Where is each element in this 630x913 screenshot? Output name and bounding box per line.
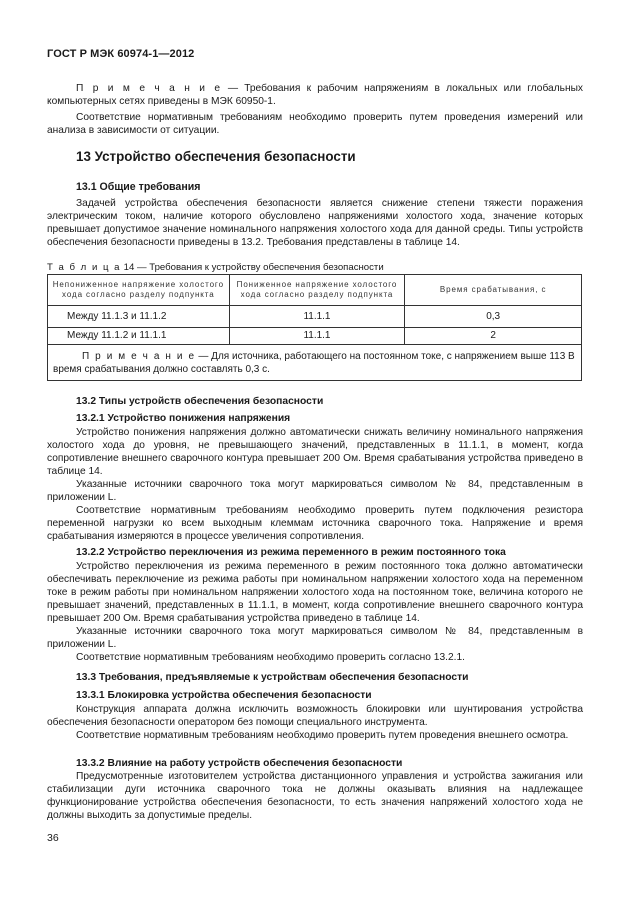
subsection-13-2-2-p1: Устройство переключения из режима переменного в режим постоянного тока должно автоматически обеспечивать переключение из режима работы при номинальном напряжении холостого хода на переменном токе в режим работы при номинальном напряжении холостого хода на постоянном токе, величина которого не превышает значений, представленных в 11.1.1, в момент, когда сопротивление внешнего сварочного контура превышает 200 Ом. Время срабатывания устройства приведено в таблице 14.	[47, 561, 583, 624]
document-header: ГОСТ Р МЭК 60974-1—2012	[47, 48, 195, 60]
table-note	[48, 345, 582, 381]
section-13-title: 13 Устройство обеспечения безопасности	[76, 149, 356, 164]
table-14-caption	[47, 261, 384, 274]
table-cell: 2	[405, 328, 582, 345]
page-number: 36	[47, 832, 59, 844]
table-cell: Между 11.1.2 и 11.1.1	[48, 328, 230, 345]
subsection-13-3-title: 13.3 Требования, предъявляемые к устройствам обеспечения безопасности	[76, 672, 469, 683]
note-computer-networks	[47, 82, 583, 108]
compliance-paragraph: Соответствие нормативным требованиям необходимо проверить путем проведения измерений или анализа в зависимости от ситуации.	[47, 112, 583, 136]
subsection-13-3-1-p2: Соответствие нормативным требованиям необходимо проверить путем проведения внешнего осмотра.	[76, 730, 569, 741]
table-note-text: — Для источника, работающего на постоянном токе, с напряжением выше 113 В время срабатывания должно составлять 0,3 с.	[53, 351, 575, 375]
table-caption-text: 14 — Требования к устройству обеспечения безопасности	[123, 262, 384, 273]
subsection-13-2-1-p2: Указанные источники сварочного тока могут маркироваться символом № 84, представленным в приложении L.	[47, 479, 583, 503]
subsection-13-2-1-title: 13.2.1 Устройство понижения напряжения	[76, 413, 291, 424]
subsection-13-2-1-p1: Устройство понижения напряжения должно автоматически снижать величину номинального напряжения холостого хода до уровня, не превышающего значений, представленных в 11.1.1, в момент, когда сопротивление внешнего сварочного контура превышает 200 Ом. Время срабатывания устройства приведено в таблице 14.	[47, 427, 583, 477]
table-cell: 11.1.1	[229, 306, 405, 328]
note-label: П р и м е ч а н и е	[76, 83, 222, 94]
subsection-13-3-2-p1: Предусмотренные изготовителем устройства дистанционного управления и устройства зажигания или стабилизации дуги источника сварочного тока не должны оказывать влияния на надлежащее функционирование устройства обеспечения безопасности, то есть значения напряжений холостого хода не должны выходить за допустимые пределы.	[47, 771, 583, 821]
subsection-13-2-2-p3: Соответствие нормативным требованиям необходимо проверить согласно 13.2.1.	[76, 652, 465, 663]
table-cell: 11.1.1	[229, 328, 405, 345]
table-14	[47, 274, 582, 381]
subsection-13-2-2-title: 13.2.2 Устройство переключения из режима переменного в режим постоянного тока	[76, 547, 506, 558]
table-cell: 0,3	[405, 306, 582, 328]
subsection-13-1-title: 13.1 Общие требования	[76, 181, 201, 193]
table-cell: Между 11.1.3 и 11.1.2	[48, 306, 230, 328]
table-header-cell: Пониженное напряжение холостого хода согласно разделу подпункта	[229, 275, 405, 306]
table-header-cell: Время срабатывания, с	[405, 275, 582, 306]
subsection-13-1-text: Задачей устройства обеспечения безопасности является снижение степени тяжести поражения электрическим током, наличие которого обусловлено напряжениями холостого хода, значение которых превышает допустимое значение номинального напряжения холостого хода для данной среды. Типы устройств обеспечения безопасности приведены в 13.2. Требования представлены в таблице 14.	[47, 198, 583, 248]
subsection-13-3-2-title: 13.3.2 Влияние на работу устройств обеспечения безопасности	[76, 758, 403, 769]
subsection-13-2-1-p3: Соответствие нормативным требованиям необходимо проверить путем подключения резистора переменной нагрузки ко всем выходным клеммам источника сварочного тока. Напряжение и время срабатывания измеряются в процессе увеличения сопротивления.	[47, 505, 583, 542]
table-row	[48, 328, 582, 345]
subsection-13-3-1-p1: Конструкция аппарата должна исключить возможность блокировки или шунтирования устройства обеспечения безопасности оператором без помощи специального инструмента.	[47, 704, 583, 728]
table-header-cell: Непониженное напряжение холостого хода согласно разделу подпункта	[48, 275, 230, 306]
table-row	[48, 306, 582, 328]
table-note-label: П р и м е ч а н и е	[82, 351, 196, 362]
subsection-13-2-title: 13.2 Типы устройств обеспечения безопасности	[76, 396, 324, 407]
subsection-13-3-1-title: 13.3.1 Блокировка устройства обеспечения безопасности	[76, 690, 372, 701]
table-header-row	[48, 275, 582, 306]
subsection-13-2-2-p2: Указанные источники сварочного тока могут маркироваться символом № 84, представленным в приложении L.	[47, 626, 583, 650]
note-text: — Требования к рабочим напряжениям в локальных или глобальных компьютерных сетях приведены в МЭК 60950-1.	[47, 83, 583, 107]
table-note-row	[48, 345, 582, 381]
table-caption-label: Т а б л и ц а	[47, 262, 121, 273]
